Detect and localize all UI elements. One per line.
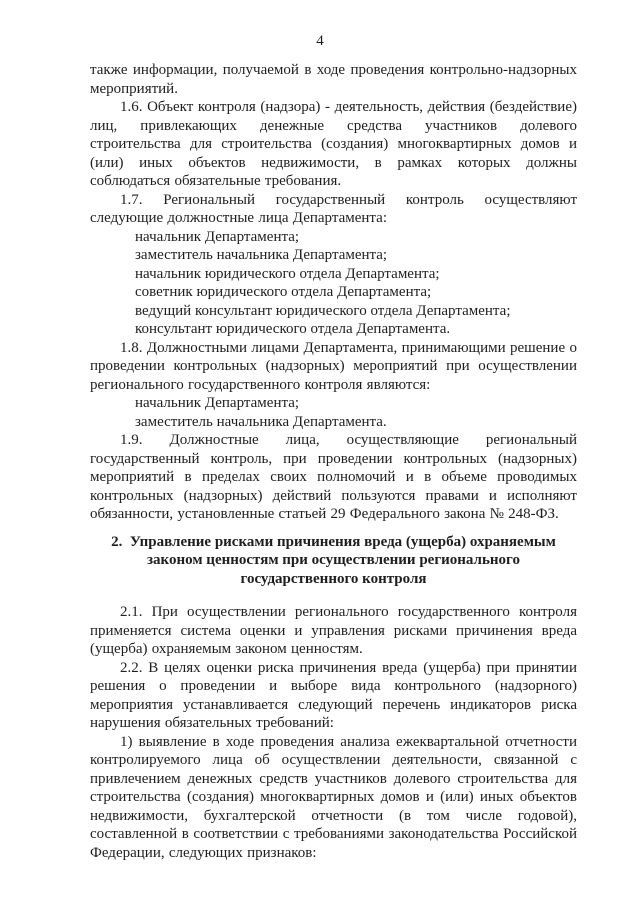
officials-list-1-8 <box>90 394 577 431</box>
section-2-heading <box>90 533 577 589</box>
list-item: советник юридического отдела Департамента; <box>135 284 432 300</box>
page-number: 4 <box>316 33 324 49</box>
list-item: начальник Департамента; <box>135 395 300 411</box>
section-2-heading-line: государственного контроля <box>240 570 427 587</box>
officials-list-1-7 <box>90 228 577 339</box>
paragraph-1-8: 1.8. Должностными лицами Департамента, принимающими решение о проведении контрольных (надзорных) мероприятий при осуществлении регионального государственного контроля являются: <box>90 339 577 393</box>
paragraph-1-7: 1.7. Региональный государственный контроль осуществляют следующие должностные лица Департамента: <box>90 191 577 226</box>
paragraph-1-9: 1.9. Должностные лица, осуществляющие региональный государственный контроль, при проведении контрольных (надзорных) мероприятий в пределах своих полномочий и в объеме проводимых контрольных (надзорных) действий пользуются правами и исполняют обязанности, установленные статьей 29 Федерального закона № 248-ФЗ. <box>90 432 577 522</box>
section-2-heading-line: 2. Управление рисками причинения вреда (ущерба) охраняемым <box>111 533 556 550</box>
paragraph-2-1: 2.1. При осуществлении регионального государственного контроля применяется система оценки и управления рисками причинения вреда (ущерба) охраняемым законом ценностям. <box>90 604 577 657</box>
list-item: начальник Департамента; <box>135 228 300 245</box>
list-item: заместитель начальника Департамента. <box>135 413 387 430</box>
section-2-heading-line: законом ценностям при осуществлении регионального <box>147 552 520 568</box>
paragraph-1-6: 1.6. Объект контроля (надзора) - деятельность, действия (бездействие) лиц, привлекающих денежные средства участников долевого строительства для строительства (создания) многоквартирных домов и (или) иных объектов недвижимости, в рамках которых должны соблюдаться обязательные требования. <box>90 99 577 189</box>
list-item: консультант юридического отдела Департамента. <box>135 321 451 337</box>
list-item: начальник юридического отдела Департамента; <box>135 265 440 282</box>
list-item: заместитель начальника Департамента; <box>135 247 388 263</box>
paragraph-continuation: также информации, получаемой в ходе проведения контрольно-надзорных мероприятий. <box>90 62 577 97</box>
list-item: ведущий консультант юридического отдела Департамента; <box>135 302 511 319</box>
document-body <box>90 61 577 862</box>
paragraph-2-2: 2.2. В целях оценки риска причинения вреда (ущерба) при принятии решения о проведении и выборе вида контрольного (надзорного) мероприятия устанавливается следующий перечень индикаторов риска нарушения обязательных требований: <box>90 659 577 731</box>
paragraph-indicator-1: 1) выявление в ходе проведения анализа ежеквартальной отчетности контролируемого лица об осуществлении деятельности, связанной с привлечением денежных средств участников долевого строительства для строительства (создания) многоквартирных домов и (или) иных объектов недвижимости, бухгалтерской отчетности (в том числе годовой), составленной в соответствии с требованиями законодательства Российской Федерации, следующих признаков: <box>90 733 577 861</box>
